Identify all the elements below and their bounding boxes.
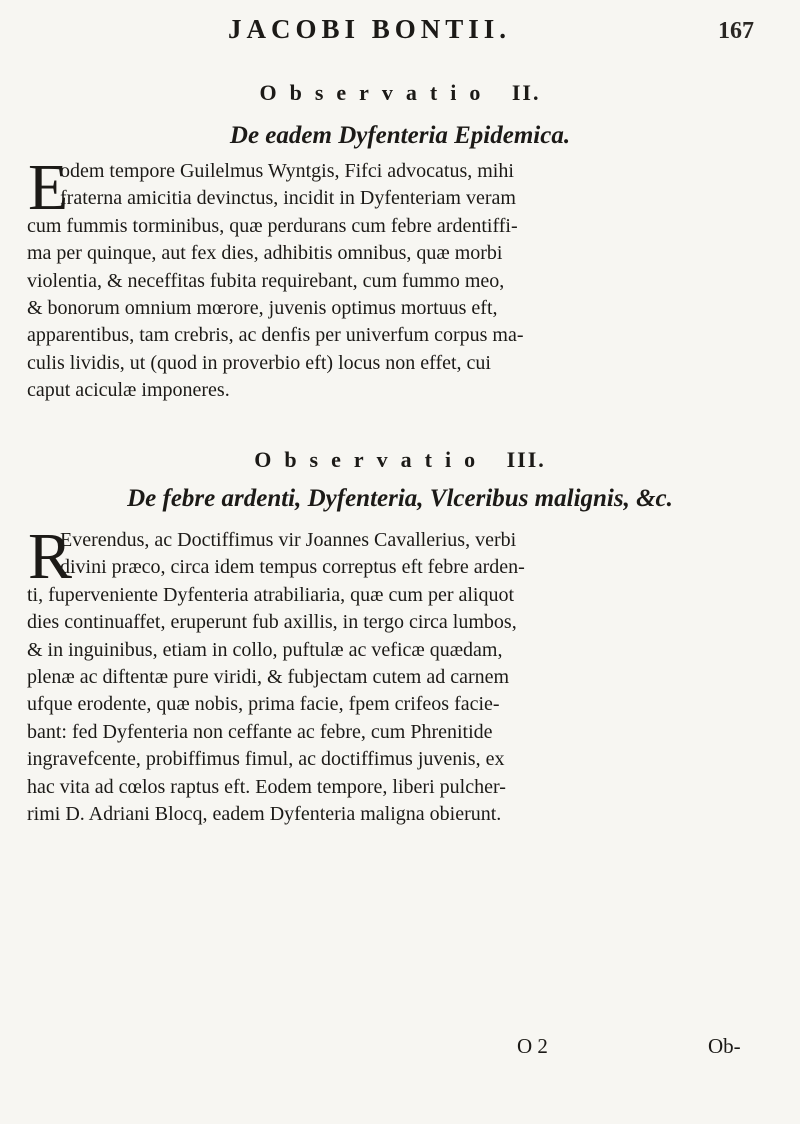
text-line: rimi D. Adriani Blocq, eadem Dyfenteria maligna obierunt. — [27, 802, 502, 825]
text-line: ma per quinque, aut fex dies, adhibitis omnibus, quæ morbi — [27, 242, 503, 265]
text-line: fraterna amicitia devinctus, incidit in Dyfenteriam veram — [60, 187, 516, 210]
observatio-3-paragraph — [27, 527, 750, 828]
text-line: dies continuaffet, eruperunt fub axillis, in tergo circa lumbos, — [27, 611, 517, 634]
observatio-3-heading-number: III. — [506, 447, 546, 472]
observatio-3-title: De febre ardenti, Dyfenteria, Vlceribus malignis, &c. — [127, 485, 673, 512]
page-number: 167 — [718, 18, 754, 44]
text-line: divini præco, circa idem tempus correptus eft febre arden- — [60, 556, 525, 579]
observatio-2-heading-word: Observatio — [259, 80, 494, 105]
observatio-2-title: De eadem Dyfenteria Epidemica. — [229, 122, 571, 149]
text-line: violentia, & neceffitas fubita requirebant, cum fummo meo, — [27, 269, 505, 292]
text-line: ufque erodente, quæ nobis, prima facie, fpem crifeos facie- — [27, 693, 500, 716]
text-line: plenæ ac diftentæ pure viridi, & fubjectam cutem ad carnem — [27, 665, 510, 688]
page-footer — [0, 1034, 800, 1064]
text-line: caput aciculæ imponeres. — [27, 379, 230, 402]
signature-mark: O 2 — [517, 1034, 548, 1058]
observatio-3-heading-word: Observatio — [254, 447, 489, 472]
text-line: ingravefcente, probiffimus fimul, ac doctiffimus juvenis, ex — [27, 748, 505, 771]
observatio-3-heading — [0, 447, 800, 473]
text-line: Everendus, ac Doctiffimus vir Joannes Cavallerius, verbi — [60, 529, 517, 551]
running-head: JACOBI BONTII. — [228, 14, 512, 44]
text-line: hac vita ad cœlos raptus eft. Eodem tempore, liberi pulcher- — [27, 775, 506, 798]
text-line: odem tempore Guilelmus Wyntgis, Fifci advocatus, mihi — [60, 160, 514, 182]
catchword: Ob- — [708, 1034, 741, 1058]
text-line: ti, fuperveniente Dyfenteria atrabiliaria, quæ cum per aliquot — [27, 583, 515, 606]
text-line: culis lividis, ut (quod in proverbio eft) locus non effet, cui — [27, 351, 491, 374]
observatio-3-dropcap: R — [28, 520, 73, 593]
observatio-2-paragraph — [27, 158, 750, 405]
observatio-2-heading — [0, 80, 800, 106]
text-line: cum fummis torminibus, quæ perdurans cum febre ardentiffi- — [27, 214, 518, 237]
text-line: apparentibus, tam crebris, ac denfis per univerfum corpus ma- — [27, 324, 524, 347]
observatio-2-dropcap: E — [28, 151, 69, 224]
observatio-2-heading-number: II. — [511, 80, 541, 105]
text-line: bant: fed Dyfenteria non ceffante ac febre, cum Phrenitide — [27, 720, 493, 743]
text-line: & in inguinibus, etiam in collo, puftulæ ac veficæ quædam, — [27, 638, 503, 661]
text-line: & bonorum omnium mœrore, juvenis optimus mortuus eft, — [27, 296, 498, 319]
